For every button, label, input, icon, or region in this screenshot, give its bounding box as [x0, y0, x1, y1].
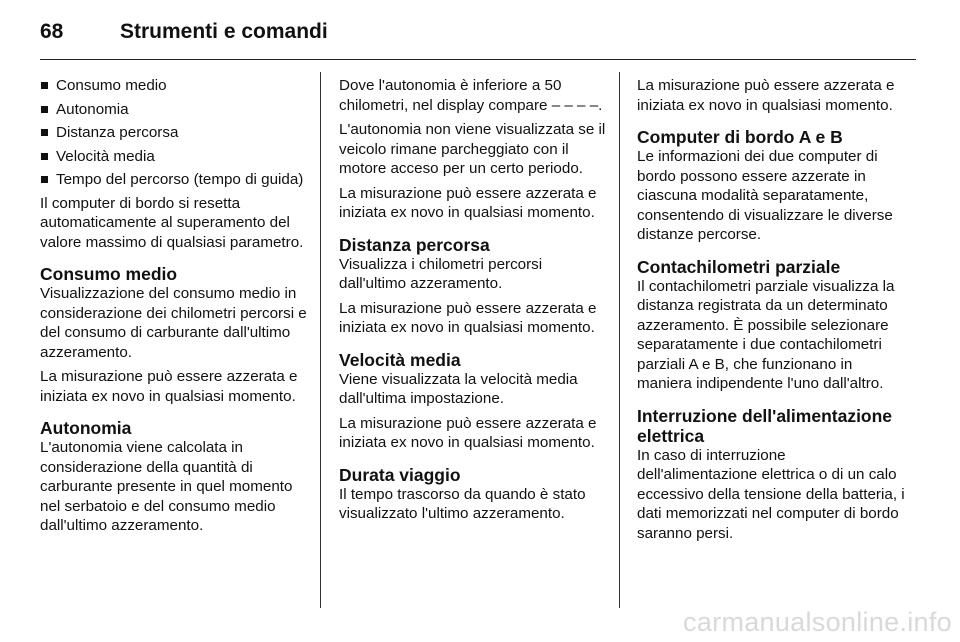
- paragraph: La misurazione può essere azzerata e iniziata ex novo in qualsiasi momento.: [339, 184, 597, 221]
- square-bullet-icon: [41, 106, 48, 113]
- section-heading-interruzione-alimentazione: Interruzione dell'alimentazione elettrica: [637, 405, 893, 446]
- page-title: Strumenti e comandi: [120, 20, 328, 43]
- paragraph: Dove l'autonomia è inferiore a 50 chilometri, nel display compare – – – –.: [339, 77, 603, 114]
- list-item: Tempo del percorso (tempo di guida): [40, 170, 308, 190]
- paragraph: L'autonomia viene calcolata in considerazione della quantità di carburante presente in quel momento nel serbatoio e del consumo medio dall'ultimo azzeramento.: [40, 439, 293, 534]
- square-bullet-icon: [41, 82, 48, 89]
- section-heading-autonomia: Autonomia: [40, 418, 132, 438]
- paragraph: L'autonomia non viene visualizzata se il veicolo rimane parcheggiato con il motore acceso per un certo periodo.: [339, 121, 606, 177]
- paragraph: Il contachilometri parziale visualizza la distanza registrata da un determinato azzeramento. È possibile selezionare separatamente i due contachilometri parziali A e B, che funzionano in maniera indipendente l'uno dall'altro.: [637, 277, 895, 392]
- list-item: Consumo medio: [40, 76, 308, 96]
- column-divider: [619, 72, 620, 608]
- section-heading-durata-viaggio: Durata viaggio: [339, 464, 461, 485]
- paragraph: La misurazione può essere azzerata e iniziata ex novo in qualsiasi momento.: [339, 414, 597, 451]
- paragraph: La misurazione può essere azzerata e iniziata ex novo in qualsiasi momento.: [637, 77, 895, 114]
- square-bullet-icon: [41, 153, 48, 160]
- header-rule: [40, 59, 916, 60]
- paragraph: La misurazione può essere azzerata e iniziata ex novo in qualsiasi momento.: [40, 368, 298, 405]
- intro-paragraph: Il computer di bordo si resetta automaticamente al superamento del valore massimo di qualsiasi parametro.: [40, 194, 304, 251]
- list-item: Distanza percorsa: [40, 123, 308, 143]
- feature-list: [40, 76, 308, 190]
- section-heading-contachilometri-parziale: Contachilometri parziale: [637, 256, 841, 277]
- section-heading-consumo-medio: Consumo medio: [40, 264, 178, 284]
- paragraph: La misurazione può essere azzerata e iniziata ex novo in qualsiasi momento.: [339, 299, 597, 336]
- paragraph: Viene visualizzata la velocità media dall'ultima impostazione.: [339, 370, 578, 407]
- column-divider: [320, 72, 321, 608]
- square-bullet-icon: [41, 129, 48, 136]
- paragraph: Visualizza i chilometri percorsi dall'ultimo azzeramento.: [339, 255, 543, 292]
- page-number: 68: [40, 20, 64, 43]
- column-left: [40, 76, 308, 541]
- column-right: [637, 76, 905, 548]
- square-bullet-icon: [41, 176, 48, 183]
- column-middle: [339, 76, 607, 529]
- list-item: Autonomia: [40, 100, 308, 120]
- section-heading-distanza-percorsa: Distanza percorsa: [339, 234, 490, 255]
- paragraph: Le informazioni dei due computer di bordo possono essere azzerate in ciascuna modalità separatamente, consentendo di visualizzare le diverse distanze percorse.: [637, 148, 893, 243]
- list-item: Velocità media: [40, 147, 308, 167]
- paragraph: In caso di interruzione dell'alimentazione elettrica o di un calo eccessivo della tensione della batteria, i dati memorizzati nel computer di bordo saranno persi.: [637, 446, 905, 542]
- section-heading-velocita-media: Velocità media: [339, 349, 461, 370]
- section-heading-computer-di-bordo: Computer di bordo A e B: [637, 127, 843, 147]
- page-header: [40, 14, 328, 50]
- paragraph: Visualizzazione del consumo medio in considerazione dei chilometri percorsi e del consumo di carburante dall'ultimo azzeramento.: [40, 285, 307, 361]
- paragraph: Il tempo trascorso da quando è stato visualizzato l'ultimo azzeramento.: [339, 485, 586, 522]
- watermark: carmanualsonline.info: [683, 607, 952, 637]
